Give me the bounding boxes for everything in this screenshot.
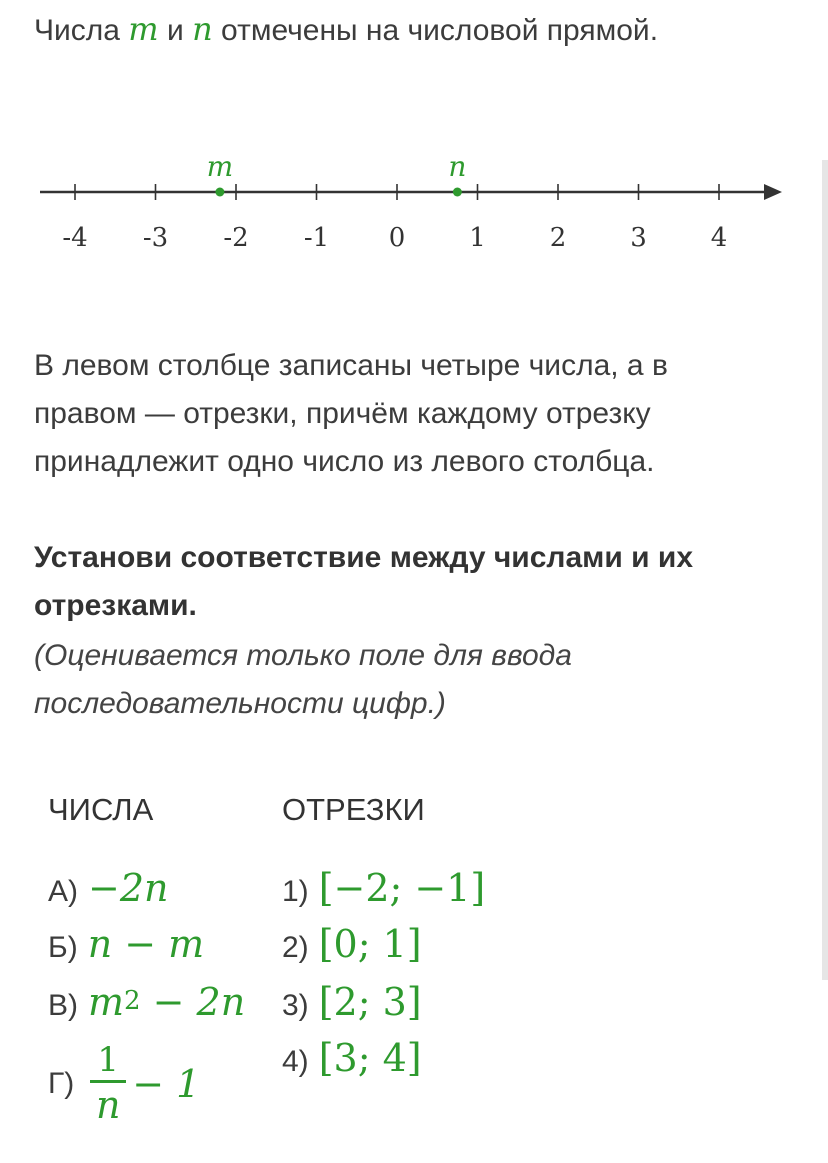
- task-note: [34, 632, 572, 728]
- segment-label: 2): [282, 931, 309, 964]
- tick-label: -4: [62, 223, 88, 253]
- task-line-1: Установи соответствие между числами и их: [34, 541, 694, 574]
- scrollbar[interactable]: [822, 160, 828, 980]
- number-label: В): [48, 989, 78, 1022]
- intro-prefix: Числа: [34, 14, 120, 47]
- segments-header: ОТРЕЗКИ: [282, 792, 425, 827]
- number-label: А): [48, 875, 78, 908]
- segment-expr: [−2; −1]: [318, 866, 486, 910]
- segment-expr: [0; 1]: [318, 922, 422, 966]
- segment-expr: [2; 3]: [318, 980, 422, 1024]
- intro-line: [34, 10, 658, 48]
- number-expr-rest: − 1: [132, 1061, 201, 1106]
- numbers-header: ЧИСЛА: [48, 792, 154, 827]
- fraction-denominator: n: [96, 1083, 121, 1127]
- tick-label: 4: [710, 223, 728, 253]
- segment-item-2: [282, 922, 422, 966]
- number-expr-rest: − 2n: [152, 980, 246, 1024]
- segment-label: 1): [282, 875, 309, 908]
- segment-expr: [3; 4]: [318, 1036, 422, 1080]
- number-item-g: [48, 1040, 200, 1127]
- fraction: [90, 1040, 126, 1127]
- tick-label: 2: [549, 223, 567, 253]
- number-item-v: [48, 980, 245, 1024]
- point-n: [453, 188, 462, 197]
- number-item-a: [48, 866, 169, 910]
- tick-label: -3: [142, 223, 169, 253]
- var-n: n: [192, 10, 213, 48]
- tick-label: 1: [469, 223, 486, 253]
- number-label: Г): [48, 1066, 75, 1100]
- note-line-1: (Оценивается только поле для ввода: [34, 639, 572, 672]
- tick-label: -2: [223, 223, 249, 253]
- segment-item-1: [282, 866, 485, 910]
- number-expr-base: m: [88, 980, 125, 1024]
- point-label-n: n: [448, 150, 467, 183]
- number-expr: −2n: [88, 866, 169, 910]
- segment-label: 4): [282, 1045, 309, 1078]
- fraction-numerator: 1: [97, 1040, 120, 1080]
- segment-item-3: [282, 980, 422, 1024]
- segment-label: 3): [282, 989, 309, 1022]
- intro-mid: и: [166, 14, 184, 47]
- paragraph-line-1: В левом столбце записаны четыре числа, а в: [34, 349, 668, 382]
- number-label: Б): [48, 931, 78, 964]
- point-m: [215, 188, 224, 197]
- paragraph-line-3: принадлежит одно число из левого столбца.: [34, 445, 655, 478]
- intro-suffix: отмечены на числовой прямой.: [221, 14, 659, 47]
- task-line-2: отрезками.: [34, 589, 197, 622]
- number-expr-exponent: 2: [124, 986, 141, 1016]
- tick-label: 3: [630, 223, 647, 253]
- number-line: [0, 140, 828, 270]
- axis-arrow: [764, 184, 782, 200]
- note-line-2: последовательности цифр.): [34, 687, 446, 720]
- tick-label: 0: [388, 223, 406, 253]
- number-expr: n − m: [87, 922, 205, 966]
- var-m: m: [128, 10, 159, 48]
- point-label-m: m: [206, 150, 234, 183]
- paragraph-line-2: правом — отрезки, причём каждому отрезку: [34, 397, 651, 430]
- number-item-b: [48, 922, 204, 966]
- tick-label: -1: [303, 223, 330, 253]
- segment-item-4: [282, 1036, 422, 1080]
- task-title: [34, 534, 693, 630]
